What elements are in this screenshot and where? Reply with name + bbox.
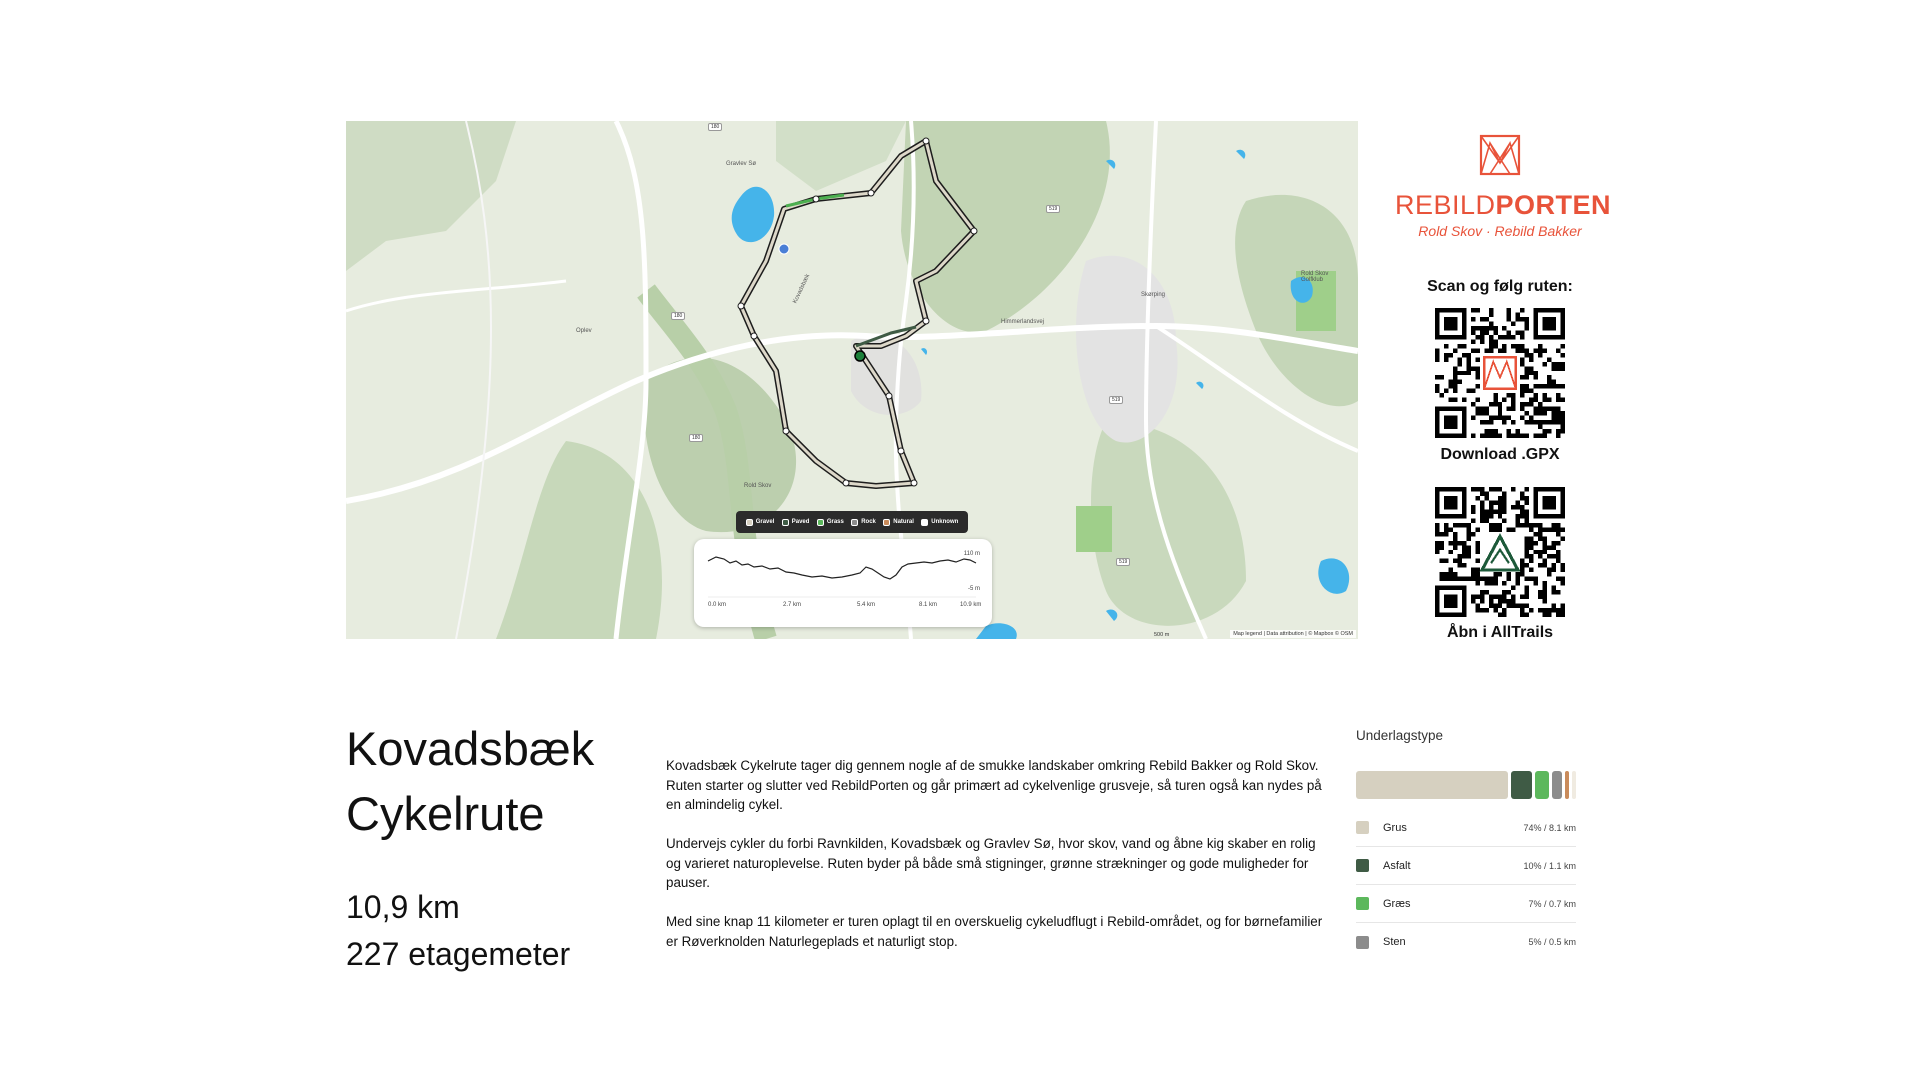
- brand-logo: [1395, 133, 1612, 239]
- road-number: 180: [671, 312, 685, 320]
- legend-swatch: [851, 519, 858, 526]
- surface-name: Græs: [1383, 897, 1411, 910]
- road-number: 519: [1109, 396, 1123, 404]
- elevation-max: 110 m: [963, 551, 980, 557]
- brand-name: [1395, 190, 1612, 221]
- gpx-label[interactable]: Download .GPX: [1440, 446, 1560, 463]
- route-description: [666, 756, 1326, 971]
- brand-name-light: REBILD: [1395, 190, 1496, 220]
- elevation-tick: 0.0 km: [708, 602, 727, 608]
- alltrails-qr-code[interactable]: [1435, 487, 1565, 617]
- place-label: Skørping: [1141, 292, 1166, 298]
- legend-item[interactable]: [782, 519, 810, 526]
- surface-bar-segment: [1535, 771, 1549, 799]
- legend-swatch: [782, 519, 789, 526]
- surface-title: Underlagstype: [1356, 728, 1444, 743]
- brand-tagline: Rold Skov · Rebild Bakker: [1418, 223, 1582, 239]
- legend-label: Paved: [791, 519, 810, 525]
- route-title-line1: Kovadsbæk: [346, 722, 595, 775]
- legend-item[interactable]: [883, 519, 914, 526]
- rebildporten-logo-icon: [1478, 133, 1522, 177]
- surface-value: 7% / 0.7 km: [1528, 898, 1576, 909]
- description-paragraph: Undervejs cykler du forbi Ravnkilden, Kovadsbæk og Gravlev Sø, hvor skov, vand og åbne kig skaber en rolig og varieret naturoplevelse. Ruten byder på både små stigninger, grønne strækninger og gode muligheder for pauser.: [666, 836, 1316, 890]
- gpx-qr-code[interactable]: [1435, 308, 1565, 438]
- elevation-min: -5 m: [968, 586, 980, 592]
- surface-legend: [736, 511, 968, 533]
- surface-swatch: [1356, 859, 1369, 872]
- elevation-tick: 5.4 km: [857, 602, 876, 608]
- elevation-tick: 10.9 km: [960, 602, 982, 608]
- surface-row: [1356, 809, 1576, 847]
- route-distance: 10,9 km: [346, 889, 460, 925]
- surface-swatch: [1356, 936, 1369, 949]
- surface-value: 10% / 1.1 km: [1523, 860, 1576, 871]
- route-title-line2: Cykelrute: [346, 787, 545, 840]
- elevation-profile[interactable]: [694, 539, 992, 627]
- place-label: Kovadsbæk: [792, 273, 812, 305]
- surface-swatch: [1356, 821, 1369, 834]
- route-elevation: 227 etagemeter: [346, 936, 571, 972]
- legend-item[interactable]: [746, 519, 775, 526]
- legend-swatch: [746, 519, 753, 526]
- route-stats: [346, 884, 570, 978]
- surface-bar-segment: [1356, 771, 1508, 799]
- description-paragraph: Med sine knap 11 kilometer er turen oplagt til en overskuelig cykeludflugt i Rebild-området, og for børnefamilier er Røverknolden Naturlegeplads et naturligt stop.: [666, 914, 1323, 949]
- place-label: Rold Skov: [744, 483, 772, 489]
- legend-swatch: [817, 519, 824, 526]
- surface-name: Sten: [1383, 936, 1406, 948]
- road-number: 519: [1046, 205, 1060, 213]
- legend-label: Rock: [861, 519, 876, 525]
- legend-label: Unknown: [931, 519, 959, 525]
- legend-item[interactable]: [817, 519, 844, 526]
- surface-name: Asfalt: [1383, 859, 1411, 872]
- place-label: Oplev: [576, 328, 592, 334]
- surface-value: 74% / 8.1 km: [1523, 822, 1576, 833]
- legend-label: Grass: [826, 519, 844, 525]
- surface-breakdown: [1356, 728, 1576, 961]
- surface-value: 5% / 0.5 km: [1528, 937, 1576, 947]
- legend-item[interactable]: [851, 519, 876, 526]
- surface-bar: [1356, 771, 1576, 799]
- alltrails-label[interactable]: Åbn i AllTrails: [1446, 624, 1554, 641]
- brand-name-bold: PORTEN: [1495, 190, 1612, 220]
- elevation-line: [694, 539, 992, 627]
- map-attribution[interactable]: Map legend | Data attribution | © Mapbox © OSM: [1230, 630, 1356, 638]
- surface-bar-segment: [1511, 771, 1532, 799]
- surface-bar-segment: [1552, 771, 1562, 799]
- road-number: 180: [708, 123, 722, 131]
- route-map[interactable]: [346, 121, 1358, 639]
- elevation-tick: 2.7 km: [783, 602, 802, 608]
- legend-swatch: [921, 519, 928, 526]
- map-scale: 500 m: [1154, 632, 1170, 638]
- road-number: 180: [689, 434, 703, 442]
- route-title: [346, 716, 594, 846]
- legend-label: Gravel: [755, 519, 775, 525]
- surface-bar-segment: [1572, 771, 1576, 799]
- legend-label: Natural: [893, 519, 914, 525]
- surface-row: [1356, 923, 1576, 961]
- place-label: Rold Skov Golfklub: [1301, 271, 1329, 283]
- surface-row: [1356, 885, 1576, 923]
- scan-label: Scan og følg ruten:: [1427, 278, 1573, 295]
- road-number: 519: [1116, 558, 1130, 566]
- rebildporten-logo-icon: [1484, 357, 1515, 388]
- legend-item[interactable]: [921, 519, 958, 526]
- surface-swatch: [1356, 897, 1369, 910]
- legend-swatch: [883, 519, 890, 526]
- surface-bar-segment: [1565, 771, 1569, 799]
- elevation-tick: 8.1 km: [919, 602, 938, 608]
- place-label: Himmerlandsvej: [1001, 319, 1045, 325]
- surface-name: Grus: [1383, 821, 1407, 834]
- surface-row: [1356, 847, 1576, 885]
- place-label: Gravlev Sø: [726, 161, 757, 167]
- description-paragraph: Kovadsbæk Cykelrute tager dig gennem nogle af de smukke landskaber omkring Rebild Bakker og Rold Skov. Ruten starter og slutter ved RebildPorten og går primært ad cykelvenlige grusveje, så turen også kan nydes på en almindelig cykel.: [666, 758, 1322, 812]
